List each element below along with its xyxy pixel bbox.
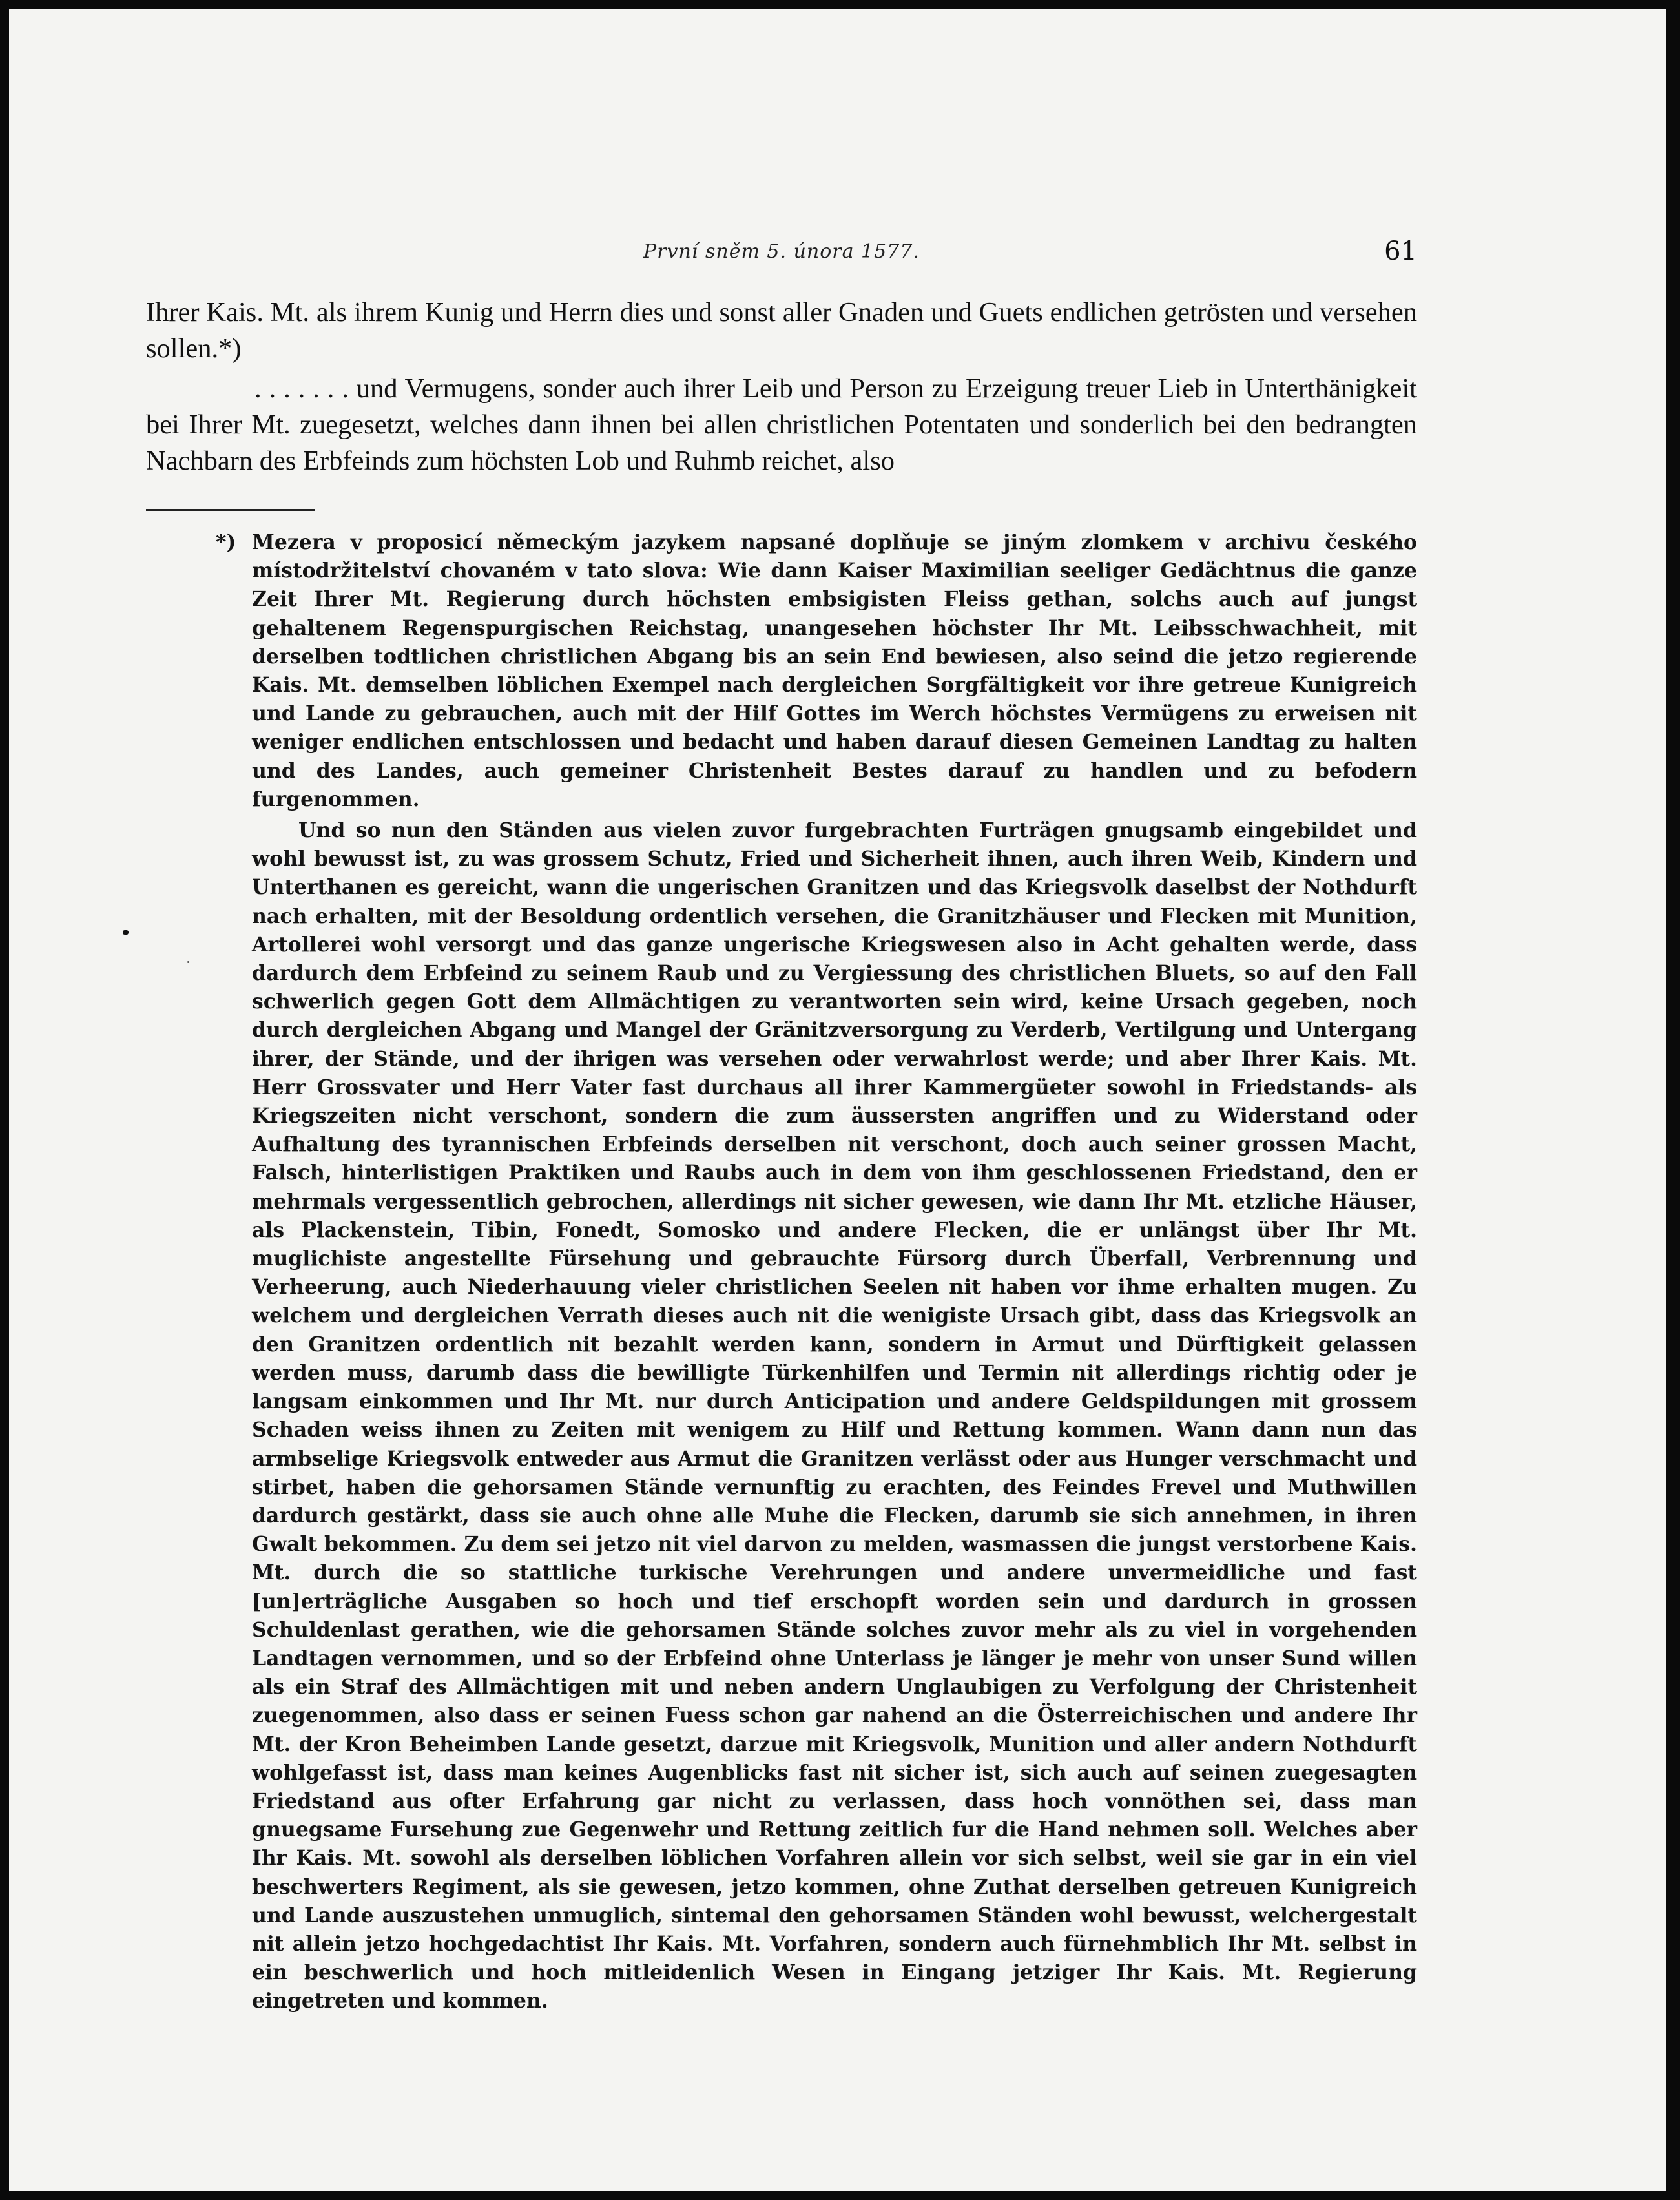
margin-mark bbox=[123, 930, 129, 935]
footnote-separator bbox=[146, 509, 315, 511]
document-page bbox=[9, 9, 1666, 2191]
footnote-paragraph bbox=[216, 528, 1417, 814]
footnote-marker: *) bbox=[216, 530, 236, 554]
running-title: První sněm 5. února 1577. bbox=[643, 240, 920, 263]
footnote bbox=[216, 528, 1417, 2016]
main-paragraph-continuation: . . . . . . . und Vermugens, sonder auch ihrer Leib und Person zu Erzeigung treuer Lieb in Unterthänigkeit bei Ihrer Mt. zuegesetzt, welches dann ihnen bei allen christlichen Potentaten und sonderlich bei den bedrangten Nachbarn des Erbfeinds zum höchsten Lob und Ruhmb reichet, also bbox=[146, 373, 1417, 476]
footnote-text: Mezera v proposicí německým jazykem napsané doplňuje se jiným zlomkem v archivu českého místodržitelství chovaném v tato slova: Wie dann Kaiser Maximilian seeliger Gedächtnus die ganze Zeit Ihrer Mt. Regierung durch höchsten embsigisten Fleiss gethan, solchs auch auf jungst gehaltenem Regenspurgischen Reichstag, unangesehen höchster Ihr Mt. Leibsschwachheit, mit derselben todtlichen christlichen Abgang bis an sein End bewiesen, also seind die jetzo regierende Kais. Mt. demselben löblichen Exempel nach dergleichen Sorgfältigkeit vor ihre getreue Kunigreich und Lande zu gebrauchen, auch mit der Hilf Gottes im Werch höchstes Vermügens zu erweisen nit weniger endlichen entschlossen und bedacht und haben darauf diesen Gemeinen Landtag zu halten und des Landes, auch gemeiner Christenheit Bestes darauf zu handlen und zu befodern furgenommen. bbox=[252, 530, 1417, 811]
page-header bbox=[146, 236, 1417, 271]
main-text bbox=[146, 295, 1417, 479]
scan-speck bbox=[187, 961, 189, 963]
main-paragraph: Ihrer Kais. Mt. als ihrem Kunig und Herrn dies und sonst aller Gnaden und Guets endlichen getrösten und versehen sollen.*) bbox=[146, 297, 1417, 364]
page-number: 61 bbox=[1384, 236, 1417, 266]
footnote-paragraph-2: Und so nun den Ständen aus vielen zuvor furgebrachten Furträgen gnugsamb eingebildet und wohl bewusst ist, zu was grossem Schutz, Fried und Sicherheit ihnen, auch ihren Weib, Kindern und Unterthanen es gereicht, wann die ungerischen Granitzen und das Kriegsvolk daselbst der Nothdurft nach erhalten, mit der Besoldung ordentlich versehen, die Granitzhäuser und Flecken mit Munition, Artollerei wohl versorgt und das ganze ungerische Kriegswesen also in Acht gehalten werde, dass dardurch dem Erbfeind zu seinem Raub und zu Vergiessung des christlichen Bluets, so auf den Fall schwerlich gegen Gott dem Allmächtigen zu verantworten sein wird, keine Ursach gegeben, noch durch dergleichen Abgang und Mangel der Gränitzversorgung zu Verderb, Vertilgung und Untergang ihrer, der Stände, und der ihrigen was versehen oder verwahrlost werde; und aber Ihrer Kais. Mt. Herr Grossvater und Herr Vater fast durchaus all ihrer Kammergüeter sowohl in Friedstands- als Kriegszeiten nicht verschont, sondern die zum äussersten angriffen und zu Widerstand oder Aufhaltung des tyrannischen Erbfeinds derselben nit verschont, doch auch seiner grossen Macht, Falsch, hinterlistigen Praktiken und Raubs auch in dem von ihm geschlossenen Friedstand, den er mehrmals vergessentlich gebrochen, allerdings nit sicher gewesen, wie dann Ihr Mt. etzliche Häuser, als Plackenstein, Tibin, Fonedt, Somosko und andere Flecken, die er unlängst über Ihr Mt. muglichiste angestellte Fürsehung und gebrauchte Fürsorg durch Überfall, Verbrennung und Verheerung, auch Niederhauung vieler christlichen Seelen nit haben vor ihme erhalten mugen. Zu welchem und dergleichen Verrath dieses auch nit die wenigiste Ursach gibt, dass das Kriegsvolk an den Granitzen ordentlich nit bezahlt werden kann, sondern in Armut und Dürftigkeit gelassen werden muss, darumb dass die bewilligte Türkenhilfen und Termin nit allerdings richtig oder je langsam einkommen und Ihr Mt. nur durch Anticipation und andere Geldspildungen mit grossem Schaden weiss ihnen zu Zeiten mit wenigem zu Hilf und Rettung kommen. Wann dann nun das armbselige Kriegsvolk entweder aus Armut die Granitzen verlässt oder aus Hunger verschmacht und stirbet, haben die gehorsamen Stände vernunftig zu erachten, des Feindes Frevel und Muthwillen dardurch gestärkt, dass sie auch ohne alle Muhe die Flecken, darumb sie sich annehmen, in ihren Gwalt bekommen. Zu dem sei jetzo nit viel darvon zu melden, wasmassen die jungst verstorbene Kais. Mt. durch die so stattliche turkische Verehrungen und andere unvermeidliche und fast [un]erträgliche Ausgaben so hoch und tief erschopft worden sein und dardurch in grossen Schuldenlast gerathen, wie die gehorsamen Stände solches zuvor mehr als zu viel in vorgehenden Landtagen vernommen, und so der Erbfeind ohne Unterlass je länger je mehr von unser Sund willen als ein Straf des Allmächtigen mit und neben andern Unglaubigen zu Verfolgung der Christenheit zuegenommen, also dass er seinen Fuess schon gar nahend an die Österreichischen und andere Ihr Mt. der Kron Beheimben Lande gesetzt, darzue mit Kriegsvolk, Munition und aller andern Nothdurft wohlgefasst ist, dass man keines Augenblicks fast nit sicher ist, sich auch auf seinen zuegesagten Friedstand aus ofter Erfahrung gar nicht zu verlassen, dass hoch vonnöthen sei, dass man gnuegsame Fursehung zue Gegenwehr und Rettung zeitlich fur die Hand nehmen soll. Welches aber Ihr Kais. Mt. sowohl als derselben löblichen Vorfahren allein vor sich selbst, weil sie gar in ein viel beschwerters Regiment, als sie gewesen, jetzo kommen, ohne Zuthat derselben getreuen Kunigreich und Lande auszustehen unmuglich, sintemal den gehorsamen Ständen wohl bewusst, welchergestalt nit allein jetzo hochgedachtist Ihr Kais. Mt. Vorfahren, sondern auch fürnehmblich Ihr Mt. selbst in ein beschwerlich und hoch mitleidenlich Wesen in Eingang jetziger Ihr Kais. Mt. Regierung eingetreten und kommen. bbox=[252, 818, 1417, 2013]
